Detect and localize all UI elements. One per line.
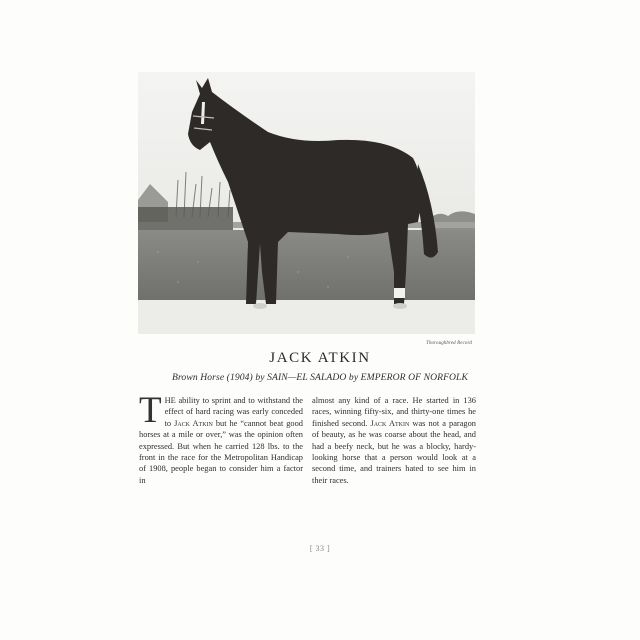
drop-cap: T <box>139 390 162 431</box>
horse-name-smallcaps: Jack Atkin <box>174 418 213 428</box>
text-segment: almost any kind of a race. He started in 136 races, winning fifty-six, and thirty-one times he finished second. <box>312 396 476 428</box>
article-column-left <box>139 390 303 486</box>
horse-name-smallcaps: Jack Atkin <box>370 418 410 428</box>
text-segment: was not a paragon of beauty, as he was coarse about the head, and had a beefy neck, but he was a blocky, hardy-looking horse that a person would look at a second time, and trainers hated to see him in their races. <box>312 418 476 485</box>
article-column-right <box>312 395 476 486</box>
horse-photograph <box>138 72 475 334</box>
pedigree-subtitle: Brown Horse (1904) by SAIN—EL SALADO by EMPEROR OF NORFOLK <box>172 372 468 383</box>
text-segment: HE ability to sprint and to withstand the effect of hard racing was early conceded to <box>164 396 303 428</box>
horse-name-title: JACK ATKIN <box>269 350 371 366</box>
article-body <box>139 390 476 486</box>
text-segment: but he “cannot beat good horses at a mile or over,” was the opinion often expressed. But when he carried 128 lbs. to the front in the race for the Metropolitan Handicap of 1908, people began to consider him a factor in <box>139 418 303 485</box>
paragraph-left <box>139 390 303 486</box>
paragraph-right <box>312 395 476 486</box>
photo-credit: Thoroughbred Record <box>426 341 472 346</box>
horse-photo-image <box>138 72 475 334</box>
page-number: [ 33 ] <box>309 544 331 553</box>
